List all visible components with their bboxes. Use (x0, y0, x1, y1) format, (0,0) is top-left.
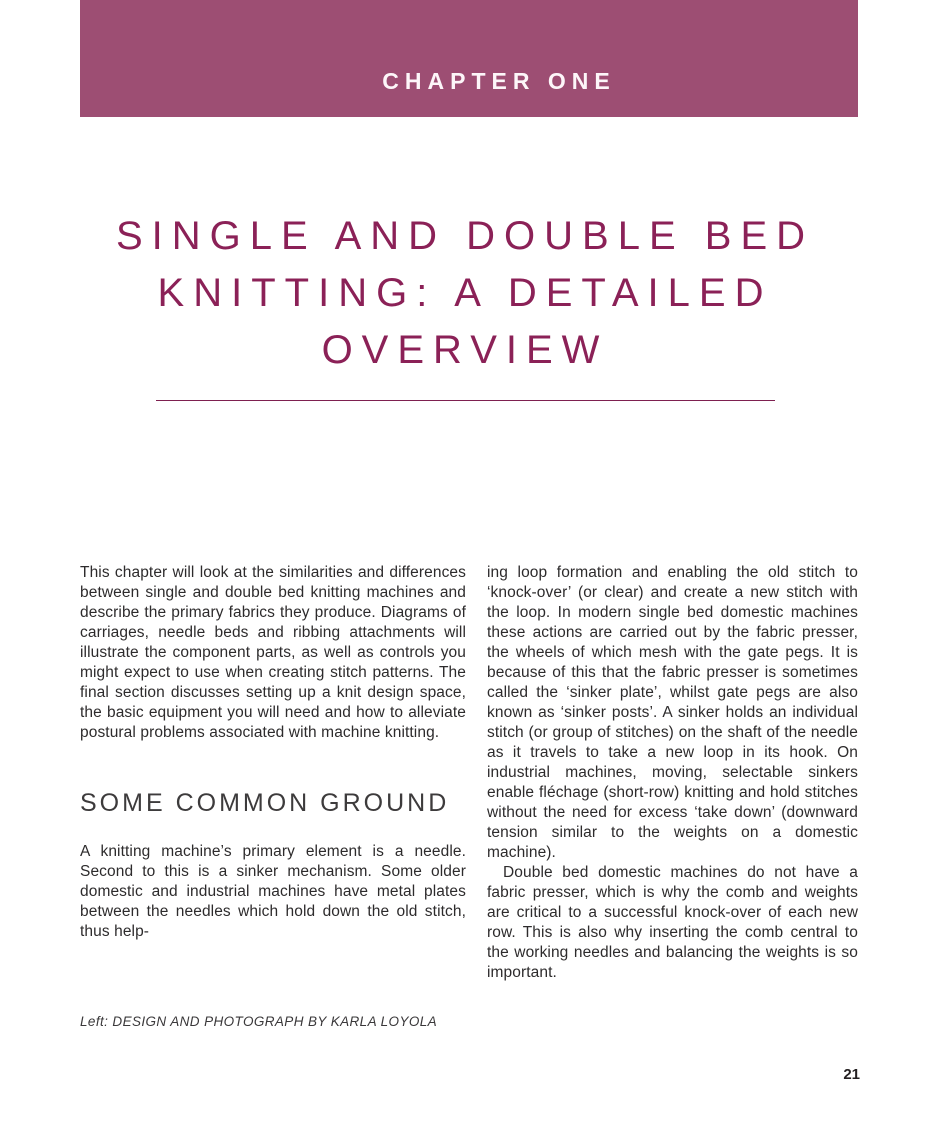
chapter-label: CHAPTER ONE (382, 68, 616, 94)
double-bed-paragraph: Double bed domestic machines do not have a fabric presser, which is why the comb and weights are critical to a successful knock-over of each new row. This is also why inserting the comb central to the working needles and balancing the weights is so important. (487, 864, 858, 981)
chapter-banner (80, 0, 858, 117)
right-column (487, 563, 858, 983)
photo-credit-caption: Left: DESIGN AND PHOTOGRAPH BY KARLA LOYOLA (80, 1014, 438, 1029)
sinker-paragraph: ing loop formation and enabling the old stitch to ‘knock-over’ (or clear) and create a new stitch with the loop. In modern single bed domestic machines these actions are carried out by the fabric presser, the wheels of which mesh with the gate pegs. It is because of this that the fabric presser is sometimes called the ‘sinker plate’, whilst gate pegs are also known as ‘sinker posts’. A sinker holds an individual stitch (or group of stitches) on the shaft of the needle as it travels to take a new loop in its hook. On industrial machines, moving, selectable sinkers enable fléchage (short-row) knitting and hold stitches without the need for excess ‘take down’ (downward tension similar to the weights on a domestic machine). (487, 564, 858, 861)
chapter-title-line-3: OVERVIEW (321, 328, 609, 372)
chapter-title-line-2: KNITTING: A DETAILED (157, 271, 773, 315)
title-divider (156, 400, 775, 401)
chapter-title-line-1: SINGLE AND DOUBLE BED (115, 214, 815, 258)
left-column (80, 563, 466, 983)
chapter-title (76, 208, 854, 379)
common-ground-paragraph: A knitting machine’s primary element is a needle. Second to this is a sinker mechanism. Some older domestic and industrial machines have metal plates between the needles which hold down the old stitch, thus help- (80, 843, 466, 940)
page-number: 21 (843, 1066, 860, 1083)
intro-paragraph: This chapter will look at the similarities and differences between single and double bed knitting machines and describe the primary fabrics they produce. Diagrams of carriages, needle beds and ribbing attachments will illustrate the component parts, as well as controls you might expect to use when creating stitch patterns. The final section discusses setting up a knit design space, the basic equipment you will need and how to alleviate postural problems associated with machine knitting. (80, 564, 466, 741)
section-heading: SOME COMMON GROUND (80, 789, 450, 817)
body-columns (80, 563, 858, 983)
